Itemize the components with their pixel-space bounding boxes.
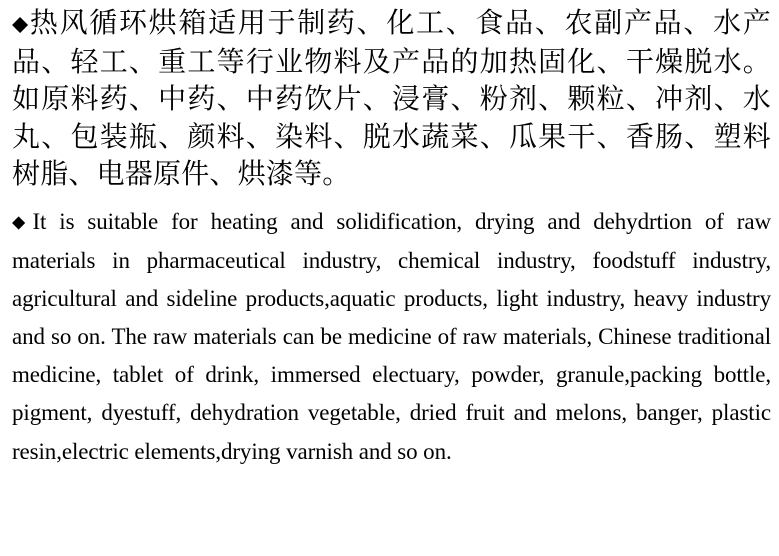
english-paragraph-text: It is suitable for heating and solidification, drying and dehydrtion of raw materials in pharmaceutical industry, chemical industry, foodstuff industry, agricultural and sideline products,aquatic products, light industry, heavy industry and so on. The raw materials can be medicine of raw materials, Chinese traditional medicine, tablet of drink, immersed electuary, powder, granule,packing bottle, pigment, dyestuff, dehydration vegetable, dried fruit and melons, banger, plastic resin,electric elements,drying varnish and so on. — [12, 208, 771, 464]
english-paragraph — [12, 203, 771, 471]
diamond-bullet-icon: ◆ — [12, 212, 33, 233]
diamond-bullet-icon: ◆ — [12, 11, 30, 36]
chinese-paragraph-text: 热风循环烘箱适用于制药、化工、食品、农副产品、水产品、轻工、重工等行业物料及产品的加热固化、干燥脱水。如原料药、中药、中药饮片、浸膏、粉剂、颗粒、冲剂、水丸、包装瓶、颜料、染料、脱水蔬菜、瓜果干、香肠、塑料树脂、电器原件、烘漆等。 — [12, 6, 771, 191]
chinese-paragraph — [12, 4, 771, 193]
